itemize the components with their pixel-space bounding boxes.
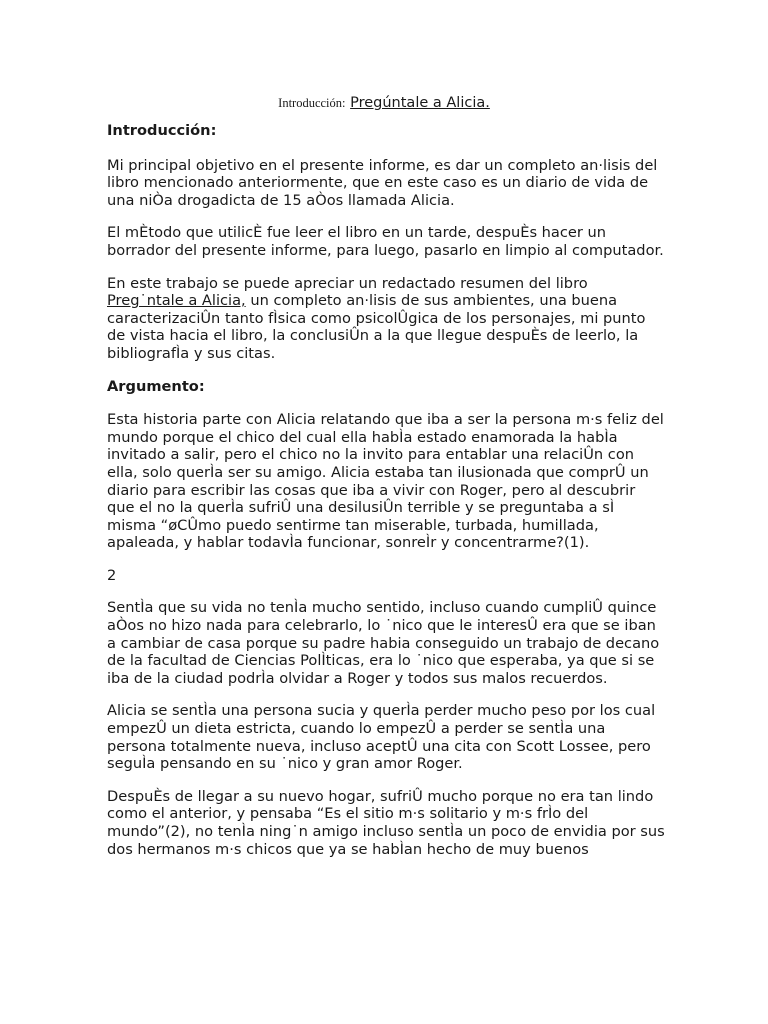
argument-heading: Argumento: [107,377,205,395]
intro-paragraph-3-start: En este trabajo se puede apreciar un redactado resumen del libro [107,274,588,292]
document-body [107,122,667,873]
argument-paragraph-1: Esta historia parte con Alicia relatando que iba a ser la persona m·s feliz del mundo porque el chico del cual ella habÌa estado enamorada la habÌa invitado a salir, pero el chico no la invito para entablar una relaciÛn con ella, solo querÌa ser su amigo. Alicia estaba tan ilusionada que comprÛ un diario para escribir las cosas que iba a vivir con Roger, pero al descubrir que el no la querÌa sufriÛ una desilusiÛn terrible y se preguntaba a sÌ misma “øCÛmo puedo sentirme tan miserable, turbada, humillada, apaleada, y hablar todavÌa funcionar, sonreÌr y concentrarme?(1). [107,411,664,552]
book-title-reference: Preg˙ntale a Alicia, [107,292,246,310]
argument-paragraph-4: DespuÈs de llegar a su nuevo hogar, sufriÛ mucho porque no era tan lindo como el anterior, y pensaba “Es el sitio m·s solitario y m·s frÌo del mundo”(2), no tenÌa ning˙n amigo incluso sentÌa un poco de envidia por sus dos hermanos m·s chicos que ya se habÌan hecho de muy buenos [107,787,665,858]
intro-paragraph-2: El mÈtodo que utilicÈ fue leer el libro en un tarde, despuÈs hacer un borrador del presente informe, para luego, pasarlo en limpio al computador. [107,224,664,259]
intro-paragraph-3-end: un completo an·lisis de sus ambientes, una buena caracterizaciÛn tanto fÌsica como psicolÛgica de los personajes, mi punto de vista hacia el libro, la conclusiÛn a la que llegue despuÈs de leerlo, la bibliografÌa y sus citas. [107,292,646,362]
document-title [0,95,768,111]
title-prefix: Introducción: [278,96,346,110]
book-title: Pregúntale a Alicia. [350,95,490,111]
argument-paragraph-3: Alicia se sentÌa una persona sucia y querÌa perder mucho peso por los cual empezÛ un dieta estricta, cuando lo empezÛ a perder se sentÌa una persona totalmente nueva, incluso aceptÛ una cita con Scott Lossee, pero seguÌa pensando en su ˙nico y gran amor Roger. [107,702,656,773]
page-number: 2 [107,566,117,584]
intro-heading: Introducción: [107,122,217,139]
intro-paragraph-3 [107,275,667,363]
intro-paragraph-1: Mi principal objetivo en el presente informe, es dar un completo an·lisis del libro mencionado anteriormente, que en este caso es un diario de vida de una niÒa drogadicta de 15 aÒos llamada Alicia. [107,156,658,209]
argument-paragraph-2: SentÌa que su vida no tenÌa mucho sentido, incluso cuando cumpliÛ quince aÒos no hizo nada para celebrarlo, lo ˙nico que le interesÛ era que se iban a cambiar de casa porque su padre habia conseguido un trabajo de decano de la facultad de Ciencias PolÌticas, era lo ˙nico que esperaba, ya que si se iba de la ciudad podrÌa olvidar a Roger y todos sus malos recuerdos. [107,599,660,687]
